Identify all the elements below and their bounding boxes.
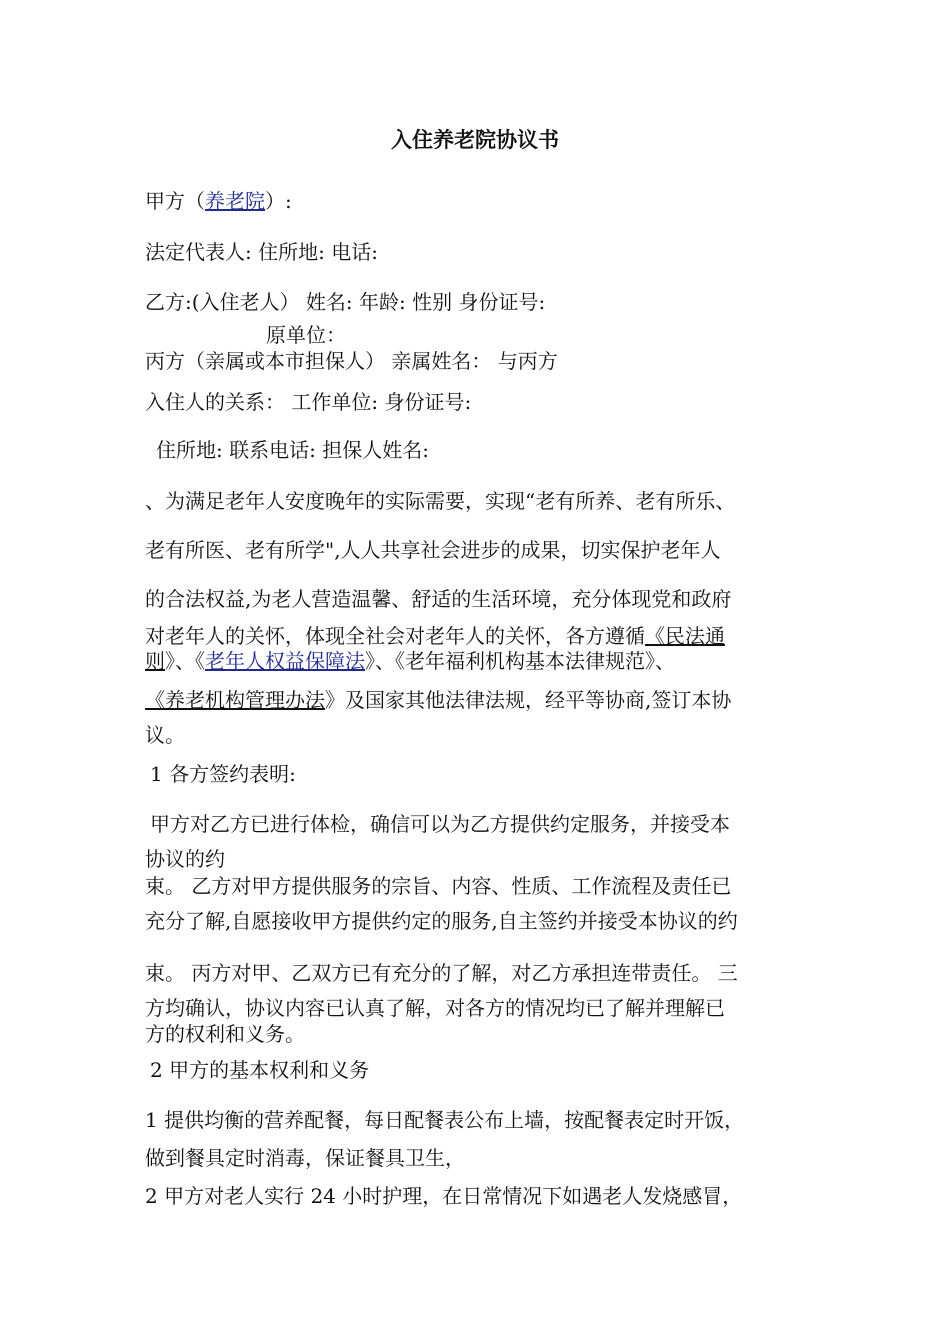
s2-line-1: 1 提供均衡的营养配餐，每日配餐表公布上墙，按配餐表定时开饭， <box>145 1108 745 1132</box>
law-line-1 <box>145 624 725 648</box>
s1-line-1: 甲方对乙方已进行体检，确信可以为乙方提供约定服务，并接受本 <box>150 812 730 836</box>
s1-line-2: 协议的约 <box>145 847 225 871</box>
section-1-heading: 1 各方签约表明: <box>150 762 296 786</box>
law-line-2-mid: 》、《 <box>165 649 205 673</box>
preamble-line-3: 的合法权益,为老人营造温馨、舒适的生活环境，充分体现党和政府 <box>145 587 732 611</box>
law-line-4: 议。 <box>145 723 185 747</box>
party-a-line <box>145 189 292 213</box>
s1-line-6: 方均确认，协议内容已认真了解，对各方的情况均已了解并理解已 <box>145 996 725 1020</box>
elderly-rights-law-link[interactable]: 老年人权益保障法 <box>205 649 365 673</box>
law-line-3 <box>145 688 731 712</box>
relation-line: 入住人的关系： 工作单位: 身份证号: <box>145 390 472 414</box>
preamble-line-2: 老有所医、老有所学",人人共享社会进步的成果，切实保护老年人 <box>145 538 721 562</box>
party-b-line: 乙方:(入住老人） 姓名: 年龄: 性别 身份证号: <box>145 290 546 314</box>
law-line-2-post: 》、《老年福利机构基本法律规范》、 <box>365 649 675 673</box>
s1-line-7: 方的权利和义务。 <box>145 1022 305 1046</box>
elderly-institution-rules-link[interactable]: 《养老机构管理办法 <box>145 688 325 712</box>
s1-line-5: 束。 丙方对甲、乙双方已有充分的了解，对乙方承担连带责任。 三 <box>145 961 738 985</box>
law-line-1-text: 对老年人的关怀，体现全社会对老年人的关怀，各方遵循 <box>145 624 645 648</box>
address-line: 住所地: 联系电话: 担保人姓名: <box>156 438 429 462</box>
s1-line-3: 束。 乙方对甲方提供服务的宗旨、内容、性质、工作流程及责任已 <box>145 874 732 898</box>
original-unit-line: 原单位： <box>266 323 346 347</box>
law-line-3-post: 》及国家其他法律法规，经平等协商,签订本协 <box>325 688 732 712</box>
s1-line-4: 充分了解,自愿接收甲方提供约定的服务,自主签约并接受本协议的约 <box>145 909 738 933</box>
law-line-2 <box>145 649 675 673</box>
s2-line-3: 2 甲方对老人实行 24 小时护理，在日常情况下如遇老人发烧感冒， <box>145 1184 743 1208</box>
section-2-heading: 2 甲方的基本权利和义务 <box>150 1058 370 1082</box>
civil-law-link[interactable]: 《民法通 <box>645 624 725 648</box>
civil-law-link-cont[interactable]: 则 <box>145 649 165 673</box>
document-title: 入住养老院协议书 <box>391 127 559 152</box>
party-a-prefix: 甲方（ <box>145 189 205 213</box>
preamble-line-1: 、为满足老年人安度晚年的实际需要，实现“老有所养、老有所乐、 <box>145 489 736 513</box>
party-a-suffix: ）: <box>265 189 292 213</box>
legal-rep-line: 法定代表人: 住所地: 电话: <box>145 240 378 264</box>
nursing-home-link[interactable]: 养老院 <box>205 189 265 213</box>
s2-line-2: 做到餐具定时消毒，保证餐具卫生， <box>145 1146 465 1170</box>
party-c-line: 丙方（亲属或本市担保人） 亲属姓名： 与丙方 <box>145 349 558 373</box>
